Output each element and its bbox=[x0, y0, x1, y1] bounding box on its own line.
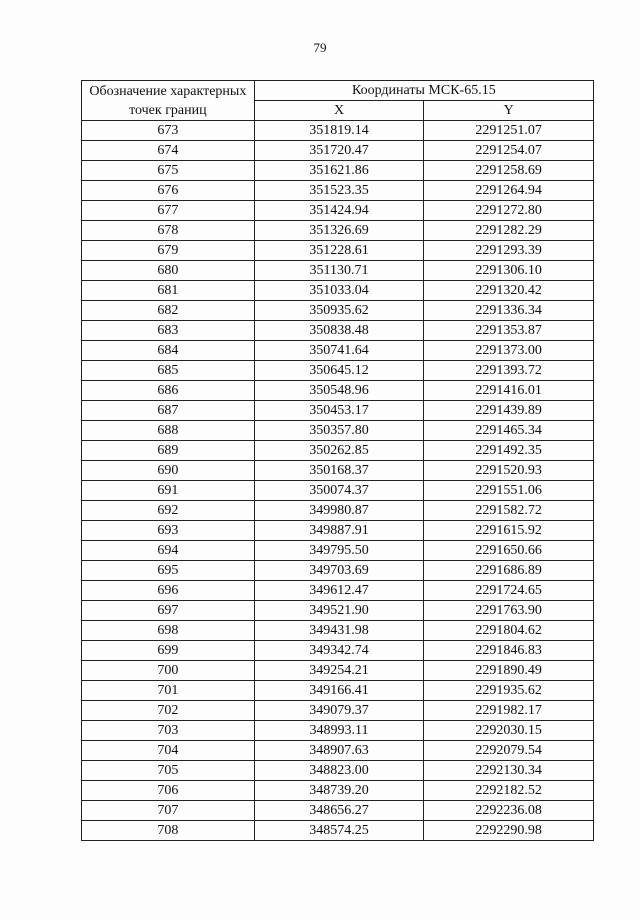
cell-y: 2292182.52 bbox=[424, 781, 594, 801]
table-row bbox=[82, 121, 594, 141]
cell-point-number: 689 bbox=[82, 441, 255, 461]
cell-x: 351130.71 bbox=[254, 261, 424, 281]
table-row bbox=[82, 421, 594, 441]
cell-x: 349980.87 bbox=[254, 501, 424, 521]
cell-y: 2292079.54 bbox=[424, 741, 594, 761]
page-number: 79 bbox=[313, 40, 327, 55]
table-row bbox=[82, 601, 594, 621]
header-point-designation: Обозначение характерных точек границ bbox=[82, 81, 255, 121]
cell-x: 350453.17 bbox=[254, 401, 424, 421]
table-row bbox=[82, 201, 594, 221]
cell-y: 2291465.34 bbox=[424, 421, 594, 441]
cell-y: 2291306.10 bbox=[424, 261, 594, 281]
cell-y: 2291615.92 bbox=[424, 521, 594, 541]
cell-point-number: 683 bbox=[82, 321, 255, 341]
cell-y: 2291982.17 bbox=[424, 701, 594, 721]
table-row bbox=[82, 261, 594, 281]
cell-y: 2291320.42 bbox=[424, 281, 594, 301]
cell-point-number: 691 bbox=[82, 481, 255, 501]
cell-x: 349254.21 bbox=[254, 661, 424, 681]
cell-x: 351424.94 bbox=[254, 201, 424, 221]
table-row bbox=[82, 541, 594, 561]
cell-y: 2291492.35 bbox=[424, 441, 594, 461]
cell-y: 2291551.06 bbox=[424, 481, 594, 501]
cell-y: 2291763.90 bbox=[424, 601, 594, 621]
cell-x: 351819.14 bbox=[254, 121, 424, 141]
table-row bbox=[82, 241, 594, 261]
table-row bbox=[82, 821, 594, 841]
cell-x: 350548.96 bbox=[254, 381, 424, 401]
table-row bbox=[82, 681, 594, 701]
cell-point-number: 699 bbox=[82, 641, 255, 661]
table-row bbox=[82, 321, 594, 341]
cell-y: 2291336.34 bbox=[424, 301, 594, 321]
table-row bbox=[82, 181, 594, 201]
cell-y: 2291935.62 bbox=[424, 681, 594, 701]
cell-y: 2291251.07 bbox=[424, 121, 594, 141]
cell-point-number: 697 bbox=[82, 601, 255, 621]
cell-x: 350838.48 bbox=[254, 321, 424, 341]
cell-y: 2291846.83 bbox=[424, 641, 594, 661]
cell-y: 2292030.15 bbox=[424, 721, 594, 741]
cell-point-number: 684 bbox=[82, 341, 255, 361]
table-row bbox=[82, 661, 594, 681]
cell-point-number: 682 bbox=[82, 301, 255, 321]
header-coordinates-group: Координаты МСК-65.15 bbox=[254, 81, 593, 101]
cell-x: 349079.37 bbox=[254, 701, 424, 721]
cell-x: 350935.62 bbox=[254, 301, 424, 321]
table-row bbox=[82, 801, 594, 821]
cell-x: 348823.00 bbox=[254, 761, 424, 781]
cell-y: 2291373.00 bbox=[424, 341, 594, 361]
table-row bbox=[82, 701, 594, 721]
cell-point-number: 674 bbox=[82, 141, 255, 161]
cell-x: 349703.69 bbox=[254, 561, 424, 581]
cell-point-number: 686 bbox=[82, 381, 255, 401]
cell-point-number: 687 bbox=[82, 401, 255, 421]
cell-point-number: 707 bbox=[82, 801, 255, 821]
cell-point-number: 705 bbox=[82, 761, 255, 781]
cell-point-number: 679 bbox=[82, 241, 255, 261]
table-row bbox=[82, 481, 594, 501]
table-header bbox=[82, 81, 594, 121]
cell-y: 2291293.39 bbox=[424, 241, 594, 261]
table-row bbox=[82, 561, 594, 581]
cell-y: 2291254.07 bbox=[424, 141, 594, 161]
cell-y: 2291282.29 bbox=[424, 221, 594, 241]
cell-x: 349521.90 bbox=[254, 601, 424, 621]
cell-point-number: 675 bbox=[82, 161, 255, 181]
cell-y: 2291520.93 bbox=[424, 461, 594, 481]
cell-point-number: 702 bbox=[82, 701, 255, 721]
cell-point-number: 701 bbox=[82, 681, 255, 701]
cell-y: 2291416.01 bbox=[424, 381, 594, 401]
cell-y: 2292290.98 bbox=[424, 821, 594, 841]
table-row bbox=[82, 361, 594, 381]
cell-y: 2291724.65 bbox=[424, 581, 594, 601]
cell-x: 348739.20 bbox=[254, 781, 424, 801]
table-row bbox=[82, 341, 594, 361]
cell-point-number: 692 bbox=[82, 501, 255, 521]
table-row bbox=[82, 501, 594, 521]
table-body bbox=[82, 121, 594, 841]
cell-point-number: 700 bbox=[82, 661, 255, 681]
table-row bbox=[82, 281, 594, 301]
cell-x: 350357.80 bbox=[254, 421, 424, 441]
cell-point-number: 693 bbox=[82, 521, 255, 541]
cell-point-number: 704 bbox=[82, 741, 255, 761]
cell-point-number: 673 bbox=[82, 121, 255, 141]
table-row bbox=[82, 461, 594, 481]
table-row bbox=[82, 381, 594, 401]
table-row bbox=[82, 301, 594, 321]
cell-y: 2291890.49 bbox=[424, 661, 594, 681]
cell-point-number: 708 bbox=[82, 821, 255, 841]
cell-x: 351720.47 bbox=[254, 141, 424, 161]
cell-y: 2291264.94 bbox=[424, 181, 594, 201]
cell-y: 2291353.87 bbox=[424, 321, 594, 341]
cell-x: 351621.86 bbox=[254, 161, 424, 181]
cell-point-number: 706 bbox=[82, 781, 255, 801]
cell-x: 348574.25 bbox=[254, 821, 424, 841]
cell-x: 351523.35 bbox=[254, 181, 424, 201]
cell-x: 350645.12 bbox=[254, 361, 424, 381]
cell-y: 2291582.72 bbox=[424, 501, 594, 521]
cell-y: 2291258.69 bbox=[424, 161, 594, 181]
cell-y: 2291393.72 bbox=[424, 361, 594, 381]
cell-y: 2292130.34 bbox=[424, 761, 594, 781]
table-row bbox=[82, 781, 594, 801]
cell-point-number: 696 bbox=[82, 581, 255, 601]
table-row bbox=[82, 161, 594, 181]
cell-point-number: 676 bbox=[82, 181, 255, 201]
cell-x: 351326.69 bbox=[254, 221, 424, 241]
table-row bbox=[82, 141, 594, 161]
cell-x: 348656.27 bbox=[254, 801, 424, 821]
cell-point-number: 685 bbox=[82, 361, 255, 381]
table-row bbox=[82, 761, 594, 781]
cell-x: 349342.74 bbox=[254, 641, 424, 661]
cell-point-number: 681 bbox=[82, 281, 255, 301]
cell-point-number: 698 bbox=[82, 621, 255, 641]
cell-x: 350262.85 bbox=[254, 441, 424, 461]
cell-point-number: 690 bbox=[82, 461, 255, 481]
cell-x: 349166.41 bbox=[254, 681, 424, 701]
cell-x: 349795.50 bbox=[254, 541, 424, 561]
cell-x: 350168.37 bbox=[254, 461, 424, 481]
cell-x: 349887.91 bbox=[254, 521, 424, 541]
header-y: Y bbox=[424, 101, 594, 121]
table-row bbox=[82, 721, 594, 741]
cell-x: 348907.63 bbox=[254, 741, 424, 761]
cell-x: 351228.61 bbox=[254, 241, 424, 261]
cell-point-number: 677 bbox=[82, 201, 255, 221]
cell-point-number: 688 bbox=[82, 421, 255, 441]
table-row bbox=[82, 581, 594, 601]
cell-x: 349431.98 bbox=[254, 621, 424, 641]
cell-y: 2291804.62 bbox=[424, 621, 594, 641]
cell-y: 2292236.08 bbox=[424, 801, 594, 821]
cell-point-number: 680 bbox=[82, 261, 255, 281]
cell-point-number: 694 bbox=[82, 541, 255, 561]
cell-y: 2291272.80 bbox=[424, 201, 594, 221]
cell-point-number: 703 bbox=[82, 721, 255, 741]
table-row bbox=[82, 621, 594, 641]
table-row bbox=[82, 401, 594, 421]
cell-x: 348993.11 bbox=[254, 721, 424, 741]
table-row bbox=[82, 741, 594, 761]
cell-y: 2291439.89 bbox=[424, 401, 594, 421]
coordinates-table bbox=[81, 80, 594, 841]
cell-y: 2291650.66 bbox=[424, 541, 594, 561]
table-row bbox=[82, 441, 594, 461]
table-row bbox=[82, 521, 594, 541]
cell-x: 351033.04 bbox=[254, 281, 424, 301]
table-row bbox=[82, 641, 594, 661]
cell-point-number: 695 bbox=[82, 561, 255, 581]
cell-y: 2291686.89 bbox=[424, 561, 594, 581]
table-row bbox=[82, 221, 594, 241]
cell-x: 350074.37 bbox=[254, 481, 424, 501]
cell-point-number: 678 bbox=[82, 221, 255, 241]
header-x: X bbox=[254, 101, 424, 121]
cell-x: 349612.47 bbox=[254, 581, 424, 601]
cell-x: 350741.64 bbox=[254, 341, 424, 361]
